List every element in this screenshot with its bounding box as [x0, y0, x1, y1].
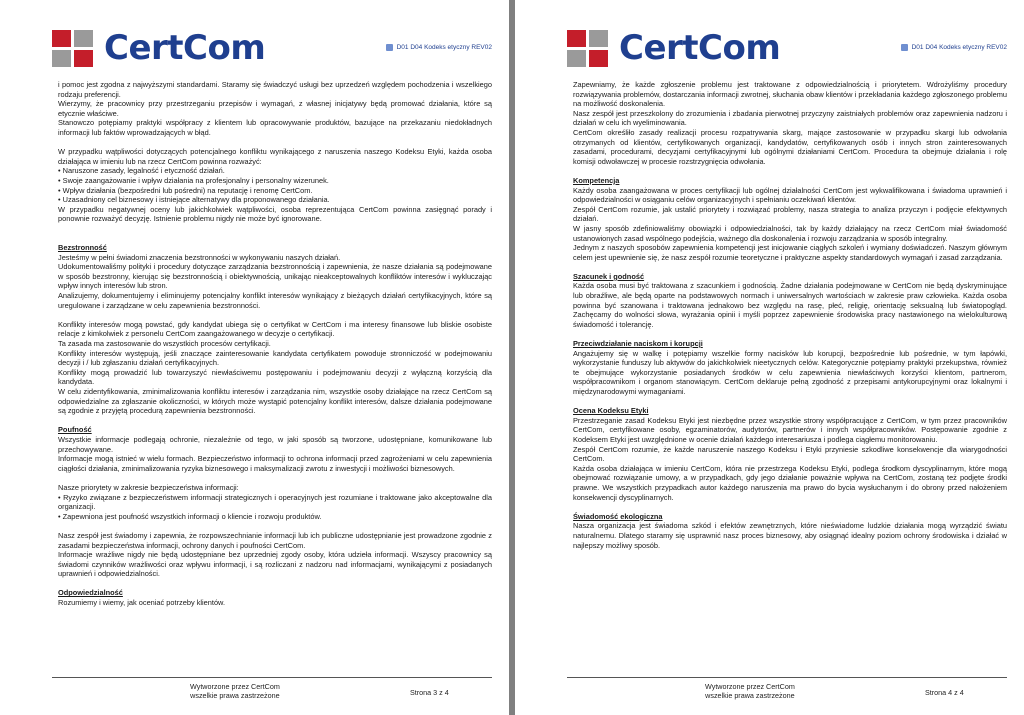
section-heading: Przeciwdziałanie naciskom i korupcji	[573, 339, 703, 349]
paragraph-spacer	[58, 224, 492, 234]
paragraph: CertCom określiło zasady realizacji procesu rozpatrywania skarg, mające zastosowanie w przypadku skargi lub odwołania otrzymanych od klientów, certyfikowanych organizacji, kandydatów, certyfikowanych osób i innych stron zainteresowanych zasadami, procedurami, decyzjami certyfikacyjnymi lub ogólnymi działaniami CertCom. Procedura ta obejmuje działania i rolę komisji odwoławczej w procesie rozstrzygnięcia odwołania.	[573, 127, 1007, 166]
paragraph: Informacje wrażliwe nigdy nie będą udostępniane bez uprzedniej zgody osoby, która udzieła informacji. Wszyscy pracownicy są świadomi czynników wrażliwości oraz wpływu informacji, i są rozliczani z nadzoru nad informacjami, wynikającymi z posiadanych uprawnień i odpowiedzialności.	[58, 550, 492, 579]
page-body	[573, 80, 1007, 655]
logo-text: CertCom	[104, 28, 266, 68]
bullet-item: • Naruszone zasady, legalność i etyczność działań.	[58, 166, 225, 176]
paragraph-spacer	[58, 416, 492, 426]
bullet-item: • Uzasadniony cel biznesowy i istniejące alternatywy dla proponowanego działania.	[58, 195, 330, 205]
paragraph: i pomoc jest zgodna z najwyższymi standardami. Staramy się świadczyć usługi bez uprzedzeń względem pochodzenia i wszelkiego rodzaju preferencji.	[58, 80, 492, 99]
document-icon	[901, 44, 908, 51]
logo-text: CertCom	[619, 28, 781, 68]
bullet-item: • Wpływ działania (bezpośredni lub pośredni) na reputację i renomę CertCom.	[58, 185, 313, 195]
paragraph: Ta zasada ma zastosowanie do wszystkich procesów certyfikacji.	[58, 339, 271, 349]
paragraph-spacer	[573, 262, 1007, 272]
paragraph: Zespół CertCom rozumie, że każde naruszenie naszego Kodeksu i Etyki przyniesie szkodliwe konsekwencje dla wiarygodności CertCom.	[573, 444, 1007, 464]
logo-squares-icon	[567, 30, 611, 70]
paragraph-spacer	[58, 138, 492, 148]
document-reference-text: D01 D04 Kodeks etyczny REV02	[911, 44, 1007, 51]
paragraph: Rozumiemy i wiemy, jak oceniać potrzeby klientów.	[58, 598, 226, 608]
paragraph: Każda osoba musi być traktowana z szacunkiem i godnością. Żadne działania podejmowane w CertCom nie będą dyskryminujące lub obraźliwe, ale będą oparte na podstawowych normach i uniwersalnych wartościach w zakresie praw człowieka. Każda osoba powinna być szanowana i traktowana jednakowo bez względu na rasę, płeć, religię, orientację seksualną lub światopogląd. Zachęcamy do wolności słowa, wyrażania opinii i myśli poprzez zapewnienie środowiska pracy nastawionego na wielokulturową świadomość i tolerancję.	[573, 281, 1007, 329]
paragraph: Konflikty interesów mogą powstać, gdy kandydat ubiega się o certyfikat w CertCom i ma interesy finansowe lub bliskie osobiste relacje z kimkolwiek z personelu CertCom zaangażowanego w decyzje o certyfikacji.	[58, 319, 492, 339]
footer-copyright	[190, 682, 280, 700]
footer-line-2: wszelkie prawa zastrzeżone	[705, 691, 795, 700]
document-page-3	[0, 0, 509, 715]
paragraph: Jesteśmy w pełni świadomi znaczenia bezstronności w wykonywaniu naszych działań.	[58, 252, 341, 262]
footer-divider	[567, 677, 1007, 678]
paragraph: Przestrzeganie zasad Kodeksu Etyki jest niezbędne przez wszystkie strony współpracujące z CertCom, w tym przez pracowników CertCom, certyfikowane osoby, egzaminatorów, audytorów, partnerów i innych współpracowników. Postępowanie zgodnie z Kodeksem Etyki jest uwzględnione w ocenie działań każdego interesariusza i podlega ciągłemu monitorowaniu.	[573, 415, 1007, 444]
paragraph: Stanowczo potępiamy praktyki współpracy z klientem lub opracowywanie produktów, bazujące na przekazaniu niedokładnych informacji lub faktów wprowadzających w błąd.	[58, 118, 492, 137]
paragraph: Nasz zespół jest świadomy i zapewnia, że rozpowszechnianie informacji lub ich publiczne udostępnianie jest prowadzone zgodnie z zasadami bezpieczeństwa informacji, ochrony danych i poufności CertCom.	[58, 530, 492, 550]
paragraph-spacer	[58, 521, 492, 531]
certcom-logo	[52, 26, 266, 74]
paragraph: Wszystkie informacje podlegają ochronie, niezależnie od tego, w jaki sposób są tworzone, udostępniane, komunikowane lub przechowywane.	[58, 434, 492, 454]
page-header	[567, 26, 1007, 76]
section-heading: Poufność	[58, 425, 92, 435]
page-number: Strona 4 z 4	[925, 688, 964, 697]
paragraph-spacer	[58, 473, 492, 483]
section-heading: Świadomość ekologiczna	[573, 511, 663, 521]
paragraph: W celu zidentyfikowania, zminimalizowania konfliktu interesów i zarządzania nim, wszystkie osoby działające na rzecz CertCom są odpowiedzialne za zgłaszanie okoliczności, w których może wystąpić potencjalny konflikt interesów, dalsze działania podejmowane są zgodnie z przyjętą procedurą zapewnienia bezstronności.	[58, 387, 492, 416]
section-heading: Kompetencja	[573, 175, 620, 185]
bullet-item: • Swoje zaangażowanie i wpływ działania na profesjonalny i personalny wizerunek.	[58, 175, 329, 185]
paragraph: W przypadku wątpliwości dotyczących potencjalnego konfliktu wynikającego z naruszenia naszego Kodeksu Etyki, każda osoba działająca w imieniu lub na rzecz CertCom powinna rozważyć:	[58, 147, 492, 166]
paragraph-spacer	[58, 579, 492, 589]
bullet-item: • Ryzyko związane z bezpieczeństwem informacji strategicznych i operacyjnych jest rozumiane i traktowane jako akceptowalne dla organizacji.	[58, 492, 492, 512]
paragraph: Konflikty interesów występują, jeśli znaczące zainteresowanie kandydata certyfikatem powoduje stronniczość w podejmowaniu decyzji i / lub zgłaszaniu działań certyfikacyjnych.	[58, 348, 492, 368]
document-icon	[386, 44, 393, 51]
paragraph-spacer	[573, 329, 1007, 339]
paragraph: Nasza organizacja jest świadoma szkód i efektów zewnętrznych, które nieświadome ludzkie działania mogą wyrządzić światu naturalnemu. Dlatego staramy się usprawnić nasz proces biznesowy, aby osiągnąć idealny poziom ochrony środowiska i działać w najlepszy możliwy sposób.	[573, 521, 1007, 550]
paragraph-spacer	[573, 397, 1007, 407]
paragraph: W przypadku negatywnej oceny lub jakichkolwiek wątpliwości, osoba reprezentująca CertCom powinna zasięgnąć porady i ponownie rozważyć decyzję. Istnienie problemu nigdy nie może być ignorowane.	[58, 204, 492, 224]
document-reference	[386, 44, 492, 51]
page-body	[58, 80, 492, 655]
footer-divider	[52, 677, 492, 678]
bullet-item: • Zapewniona jest poufność wszystkich informacji o kliencie i rozwoju produktów.	[58, 511, 322, 521]
certcom-logo	[567, 26, 781, 74]
paragraph: Nasze priorytety w zakresie bezpieczeństwa informacji:	[58, 482, 239, 492]
paragraph-spacer	[573, 166, 1007, 176]
logo-squares-icon	[52, 30, 96, 70]
section-heading: Odpowiedzialność	[58, 588, 123, 598]
paragraph: Jednym z naszych sposobów zapewnienia kompetencji jest inicjowanie ciągłych szkoleń i wymiany doświadczeń. Naszym głównym celem jest upewnienie się, że nasz zespół rozumie teoretyczne i praktyczne aspekty standardowych wymagań i zasad zarządzania.	[573, 243, 1007, 262]
footer-copyright	[705, 682, 795, 700]
paragraph: Angażujemy się w walkę i potępiamy wszelkie formy nacisków lub korupcji, bezpośrednie lub pośrednie, w tym łapówki, wykorzystanie funduszy lub aktywów do jakichkolwiek nieetycznych celów. Kategorycznie potępiamy praktyki przekupstwa, również te obejmujące wykorzystanie posiadanych środków w celu zapewnienia niewłaściwych korzyści klientom, partnerom, współpracownikom i organom stanowiącym. CertCom deklaruje pełną zgodność z przepisami antykorupcyjnymi oraz lokalnymi i międzynarodowymi wymaganiami.	[573, 348, 1007, 396]
footer-line-1: Wytworzone przez CertCom	[705, 682, 795, 691]
paragraph: Nasz zespół jest przeszkolony do zrozumienia i zbadania pierwotnej przyczyny zaistniałych problemów oraz zapewnienia nadzoru i działań w celu ich wyeliminowania.	[573, 108, 1007, 128]
paragraph: Analizujemy, dokumentujemy i eliminujemy potencjalny konflikt interesów wynikający z bieżących działań certyfikacyjnych, które są uregulowane i zarządzane w celu zapewnienia bezstronności.	[58, 291, 492, 310]
paragraph: Udokumentowaliśmy polityki i procedury dotyczące zarządzania bezstronnością i zapewnienia, że nasze działania są podejmowane w sposób bezstronny, kierując się bezstronnością i obiektywnością, unikając nieakceptowalnych konfliktów interesów i wykluczając wpływ innych interesów lub stron.	[58, 262, 492, 291]
paragraph: Każdy osoba zaangażowana w proces certyfikacji lub ogólnej działalności CertCom jest wykwalifikowana i świadoma uprawnień i odpowiedzialności w osiąganiu celów organizacyjnych i spełnianiu oczekiwań klientów.	[573, 185, 1007, 205]
paragraph-spacer	[573, 502, 1007, 512]
paragraph: Zespół CertCom rozumie, jak ustalić priorytety i rozwiązać problemy, nasza strategia to analiza przyczyn i podjęcie efektywnych działań.	[573, 204, 1007, 224]
document-reference	[901, 44, 1007, 51]
paragraph: Informacje mogą istnieć w wielu formach. Bezpieczeństwo informacji to ochrona informacji przed zagrożeniami w celu zapewnienia ciągłości działania, zminimalizowania ryzyka biznesowego i maksymalizacji zwrotu z inwestycji i możliwości biznesowych.	[58, 454, 492, 473]
paragraph: W jasny sposób zdefiniowaliśmy obowiązki i odpowiedzialności, tak by każdy działający na rzecz CertCom miał świadomość ustanowionych zasad wspólnego podejścia, ważnego dla doskonalenia i rozwoju zarządzania w sposób integralny.	[573, 223, 1007, 243]
paragraph: Zapewniamy, że każde zgłoszenie problemu jest traktowane z odpowiedzialnością i priorytetem. Wdrożyliśmy procedury rozwiązywania problemów, dostarczania informacji zwrotnej, słuchania obaw klientów i przekładania każdego zgłoszonego problemu na możliwość doskonalenia.	[573, 80, 1007, 109]
paragraph: Każda osoba działająca w imieniu CertCom, która nie przestrzega Kodeksu Etyki, podlega środkom dyscyplinarnym, które mogą obejmować rozwiązanie umowy, a w przypadkach, gdy jego działanie poważnie wpływa na CertCom, zostaną też podjęte środki prawne. We wszystkich przypadkach autor każdego naruszenia ma prawo do bycia wysłuchanym i do obrony przed nałożeniem konsekwencji dyscyplinarnych.	[573, 463, 1007, 502]
page-header	[52, 26, 492, 76]
page-number: Strona 3 z 4	[410, 688, 449, 697]
paragraph: Wierzymy, że pracownicy przy przestrzeganiu przepisów i wymagań, z własnej inicjatywy będą promować działania, które są etycznie właściwe.	[58, 99, 492, 118]
footer-line-2: wszelkie prawa zastrzeżone	[190, 691, 280, 700]
paragraph-spacer	[58, 234, 492, 244]
section-heading: Szacunek i godność	[573, 271, 645, 281]
document-page-4	[515, 0, 1024, 715]
paragraph-spacer	[58, 310, 492, 320]
document-reference-text: D01 D04 Kodeks etyczny REV02	[396, 44, 492, 51]
footer-line-1: Wytworzone przez CertCom	[190, 682, 280, 691]
section-heading: Bezstronność	[58, 243, 107, 253]
section-heading: Ocena Kodeksu Etyki	[573, 406, 649, 416]
paragraph: Konflikty mogą prowadzić lub towarzyszyć niewłaściwemu postępowaniu i podejmowaniu decyzji z wyłączną korzyścią dla kandydata.	[58, 367, 492, 387]
